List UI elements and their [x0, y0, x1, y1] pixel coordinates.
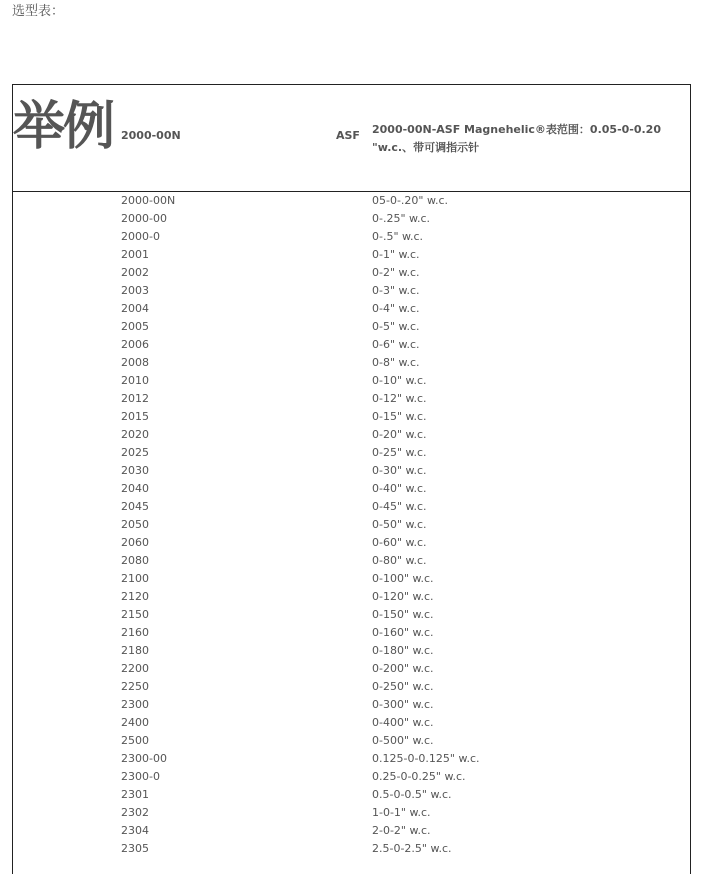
table-row — [13, 318, 690, 336]
row-model: 2003 — [121, 284, 149, 297]
row-range: 2.5-0-2.5" w.c. — [372, 842, 452, 855]
row-range: 0.5-0-0.5" w.c. — [372, 788, 452, 801]
table-row — [13, 822, 690, 840]
row-range: 0-250" w.c. — [372, 680, 434, 693]
row-range: 0-2" w.c. — [372, 266, 420, 279]
row-model: 2015 — [121, 410, 149, 423]
row-model: 2000-00 — [121, 212, 167, 225]
row-range: 0-60" w.c. — [372, 536, 427, 549]
table-row — [13, 696, 690, 714]
table-row — [13, 192, 690, 210]
row-range: 0-20" w.c. — [372, 428, 427, 441]
row-range: 0-4" w.c. — [372, 302, 420, 315]
row-range: 1-0-1" w.c. — [372, 806, 431, 819]
row-range: 0-12" w.c. — [372, 392, 427, 405]
row-model: 2300 — [121, 698, 149, 711]
row-model: 2008 — [121, 356, 149, 369]
table-row — [13, 462, 690, 480]
row-range: 0-.5" w.c. — [372, 230, 424, 243]
row-model: 2060 — [121, 536, 149, 549]
table-row — [13, 714, 690, 732]
table-row — [13, 642, 690, 660]
table-row — [13, 354, 690, 372]
row-model: 2020 — [121, 428, 149, 441]
row-range: 0-80" w.c. — [372, 554, 427, 567]
table-row — [13, 732, 690, 750]
row-model: 2045 — [121, 500, 149, 513]
table-row — [13, 264, 690, 282]
row-model: 2002 — [121, 266, 149, 279]
row-model: 2080 — [121, 554, 149, 567]
row-model: 2304 — [121, 824, 149, 837]
row-range: 0-200" w.c. — [372, 662, 434, 675]
row-model: 2010 — [121, 374, 149, 387]
table-row — [13, 552, 690, 570]
row-model: 2001 — [121, 248, 149, 261]
example-label: 举例 — [13, 97, 114, 157]
table-row — [13, 570, 690, 588]
table-row — [13, 588, 690, 606]
table-row — [13, 498, 690, 516]
row-model: 2400 — [121, 716, 149, 729]
table-row — [13, 444, 690, 462]
row-range: 0-180" w.c. — [372, 644, 434, 657]
row-range: 0-300" w.c. — [372, 698, 434, 711]
row-range: 0-30" w.c. — [372, 464, 427, 477]
row-range: 0-40" w.c. — [372, 482, 427, 495]
row-model: 2180 — [121, 644, 149, 657]
table-row — [13, 480, 690, 498]
table-row — [13, 390, 690, 408]
table-row — [13, 660, 690, 678]
table-row — [13, 210, 690, 228]
table-row — [13, 750, 690, 768]
row-range: 0-100" w.c. — [372, 572, 434, 585]
row-model: 2050 — [121, 518, 149, 531]
header-option: ASF — [336, 129, 360, 142]
row-model: 2100 — [121, 572, 149, 585]
row-range: 0-45" w.c. — [372, 500, 427, 513]
selection-table — [12, 84, 691, 874]
row-model: 2000-0 — [121, 230, 160, 243]
table-row — [13, 246, 690, 264]
table-row — [13, 228, 690, 246]
table-row — [13, 786, 690, 804]
row-range: 0-6" w.c. — [372, 338, 420, 351]
table-row — [13, 282, 690, 300]
row-model: 2250 — [121, 680, 149, 693]
row-range: 0-10" w.c. — [372, 374, 427, 387]
row-model: 2305 — [121, 842, 149, 855]
row-range: 0-400" w.c. — [372, 716, 434, 729]
table-row — [13, 336, 690, 354]
row-model: 2500 — [121, 734, 149, 747]
row-model: 2025 — [121, 446, 149, 459]
table-row — [13, 804, 690, 822]
row-model: 2300-0 — [121, 770, 160, 783]
row-model: 2005 — [121, 320, 149, 333]
row-range: 0.25-0-0.25" w.c. — [372, 770, 466, 783]
table-row — [13, 516, 690, 534]
table-row — [13, 840, 690, 858]
row-model: 2004 — [121, 302, 149, 315]
table-row — [13, 408, 690, 426]
table-body — [13, 192, 690, 858]
table-row — [13, 606, 690, 624]
row-model: 2012 — [121, 392, 149, 405]
row-model: 2300-00 — [121, 752, 167, 765]
row-model: 2150 — [121, 608, 149, 621]
row-range: 0-3" w.c. — [372, 284, 420, 297]
row-range: 0-5" w.c. — [372, 320, 420, 333]
header-model: 2000-00N — [121, 129, 181, 142]
table-row — [13, 534, 690, 552]
row-model: 2006 — [121, 338, 149, 351]
row-range: 2-0-2" w.c. — [372, 824, 431, 837]
table-row — [13, 300, 690, 318]
row-model: 2040 — [121, 482, 149, 495]
table-header-row — [13, 85, 690, 192]
row-range: 0-1" w.c. — [372, 248, 420, 261]
table-row — [13, 426, 690, 444]
row-model: 2301 — [121, 788, 149, 801]
table-row — [13, 624, 690, 642]
row-range: 0-.25" w.c. — [372, 212, 431, 225]
row-model: 2160 — [121, 626, 149, 639]
row-range: 0-500" w.c. — [372, 734, 434, 747]
row-model: 2000-00N — [121, 194, 176, 207]
row-range: 0-25" w.c. — [372, 446, 427, 459]
row-model: 2120 — [121, 590, 149, 603]
intro-text: 选型表： — [12, 4, 65, 19]
row-range: 0-8" w.c. — [372, 356, 420, 369]
row-model: 2030 — [121, 464, 149, 477]
row-range: 0.125-0-0.125" w.c. — [372, 752, 480, 765]
row-range: 0-160" w.c. — [372, 626, 434, 639]
table-row — [13, 768, 690, 786]
table-row — [13, 372, 690, 390]
header-description: 2000-00N-ASF Magnehelic®表范围：0.05-0-0.20 "w.c.、带可调指示针 — [372, 123, 661, 154]
row-range: 0-150" w.c. — [372, 608, 434, 621]
row-range: 0-50" w.c. — [372, 518, 427, 531]
row-model: 2302 — [121, 806, 149, 819]
row-range: 0-15" w.c. — [372, 410, 427, 423]
row-range: 05-0-.20" w.c. — [372, 194, 449, 207]
table-row — [13, 678, 690, 696]
row-range: 0-120" w.c. — [372, 590, 434, 603]
row-model: 2200 — [121, 662, 149, 675]
